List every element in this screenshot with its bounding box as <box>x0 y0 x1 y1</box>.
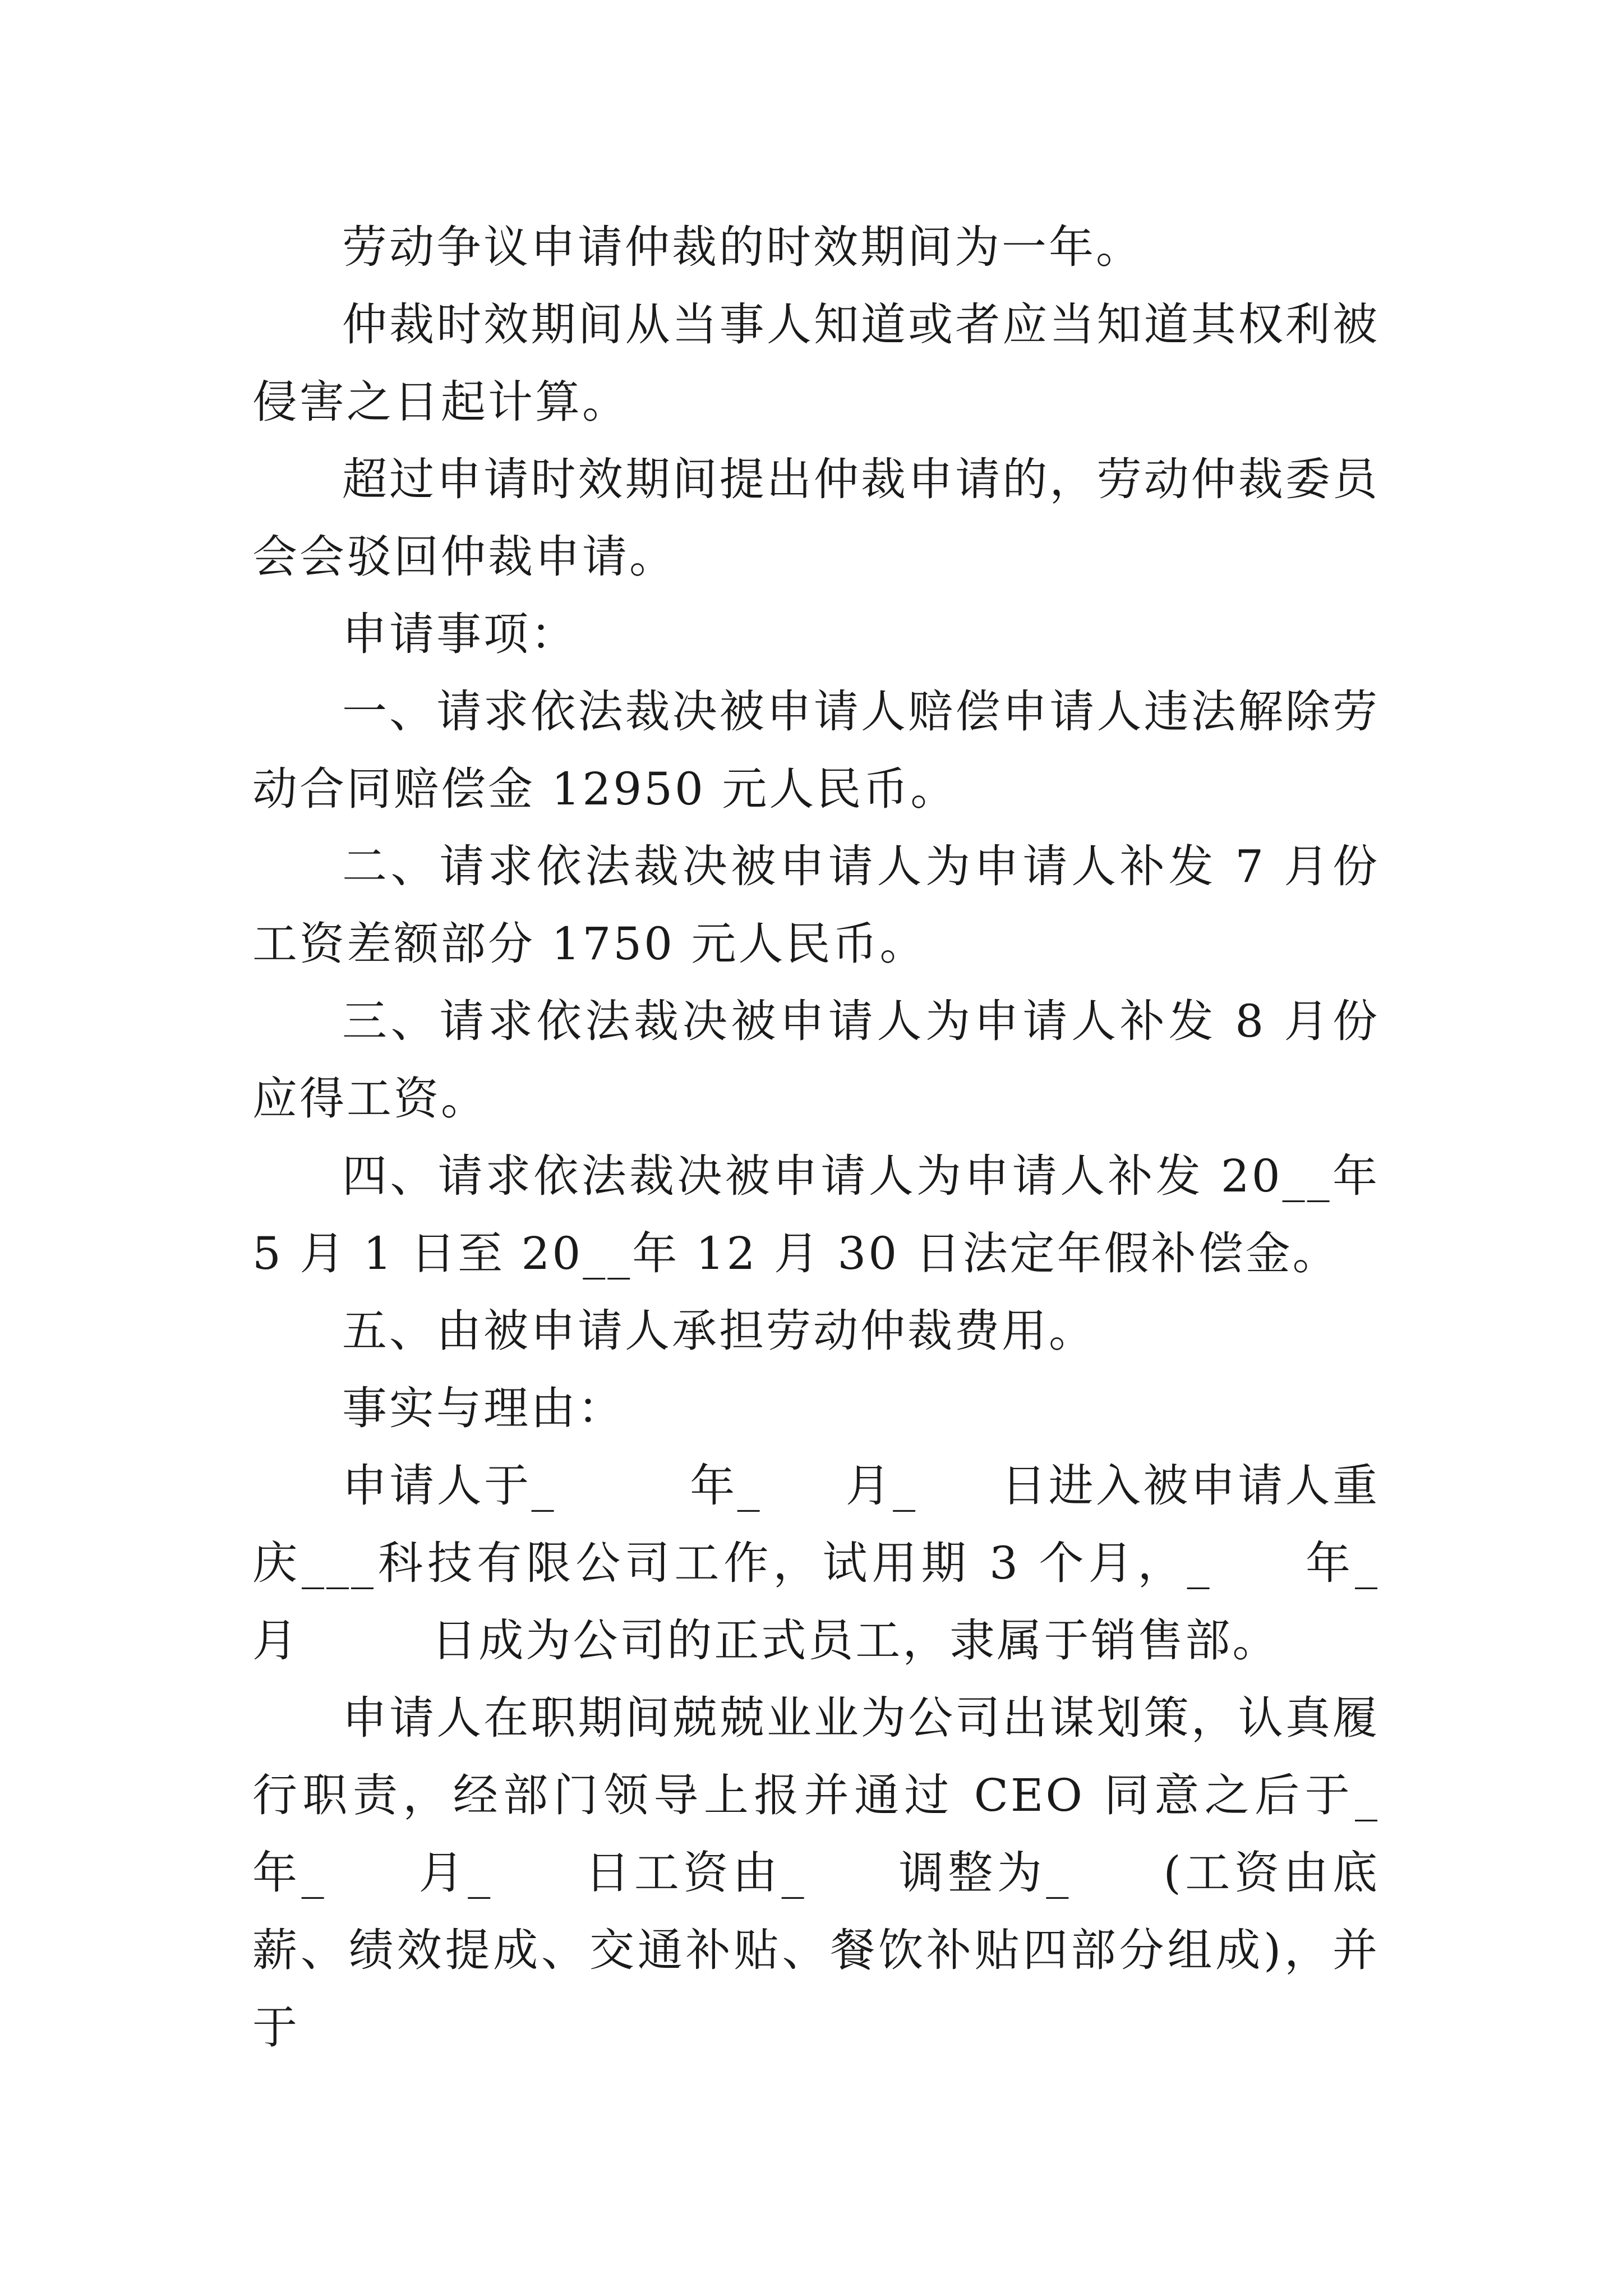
claim-item-2: 二、请求依法裁决被申请人为申请人补发 7 月份工资差额部分 1750 元人民币。 <box>252 840 1380 970</box>
paragraph-limitation-period: 劳动争议申请仲裁的时效期间为一年。 <box>342 221 1143 273</box>
facts-paragraph-1: 申请人于_ 年_ 月_ 日进入被申请人重庆___科技有限公司工作，试用期 3 个月，_ 年_ 月 日成为公司的正式员工，隶属于销售部。 <box>252 1460 1463 1667</box>
facts-paragraph-2: 申请人在职期间兢兢业业为公司出谋划策，认真履行职责，经部门领导上报并通过 CEO 同意之后于_ 年_ 月_ 日工资由_ 调整为_ (工资由底薪、绩效提成、交通补贴、餐饮补贴四部分组成)，并于 <box>252 1692 1463 2054</box>
paragraph-late-application: 超过申请时效期间提出仲裁申请的，劳动仲裁委员会会驳回仲裁申请。 <box>252 453 1380 583</box>
heading-facts-and-reasons: 事实与理由： <box>342 1382 625 1434</box>
claim-item-3: 三、请求依法裁决被申请人为申请人补发 8 月份应得工资。 <box>252 995 1380 1125</box>
paragraph-limitation-start: 仲裁时效期间从当事人知道或者应当知道其权利被侵害之日起计算。 <box>252 298 1380 428</box>
claim-item-1: 一、请求依法裁决被申请人赔偿申请人违法解除劳动合同赔偿金 12950 元人民币。 <box>252 685 1380 815</box>
claim-item-4: 四、请求依法裁决被申请人为申请人补发 20__年 5 月 1 日至 20__年 12 月 30 日法定年假补偿金。 <box>252 1150 1396 1280</box>
heading-application-items: 申请事项： <box>342 608 578 660</box>
claim-item-5: 五、由被申请人承担劳动仲裁费用。 <box>342 1305 1096 1357</box>
document-body <box>252 209 1463 2067</box>
